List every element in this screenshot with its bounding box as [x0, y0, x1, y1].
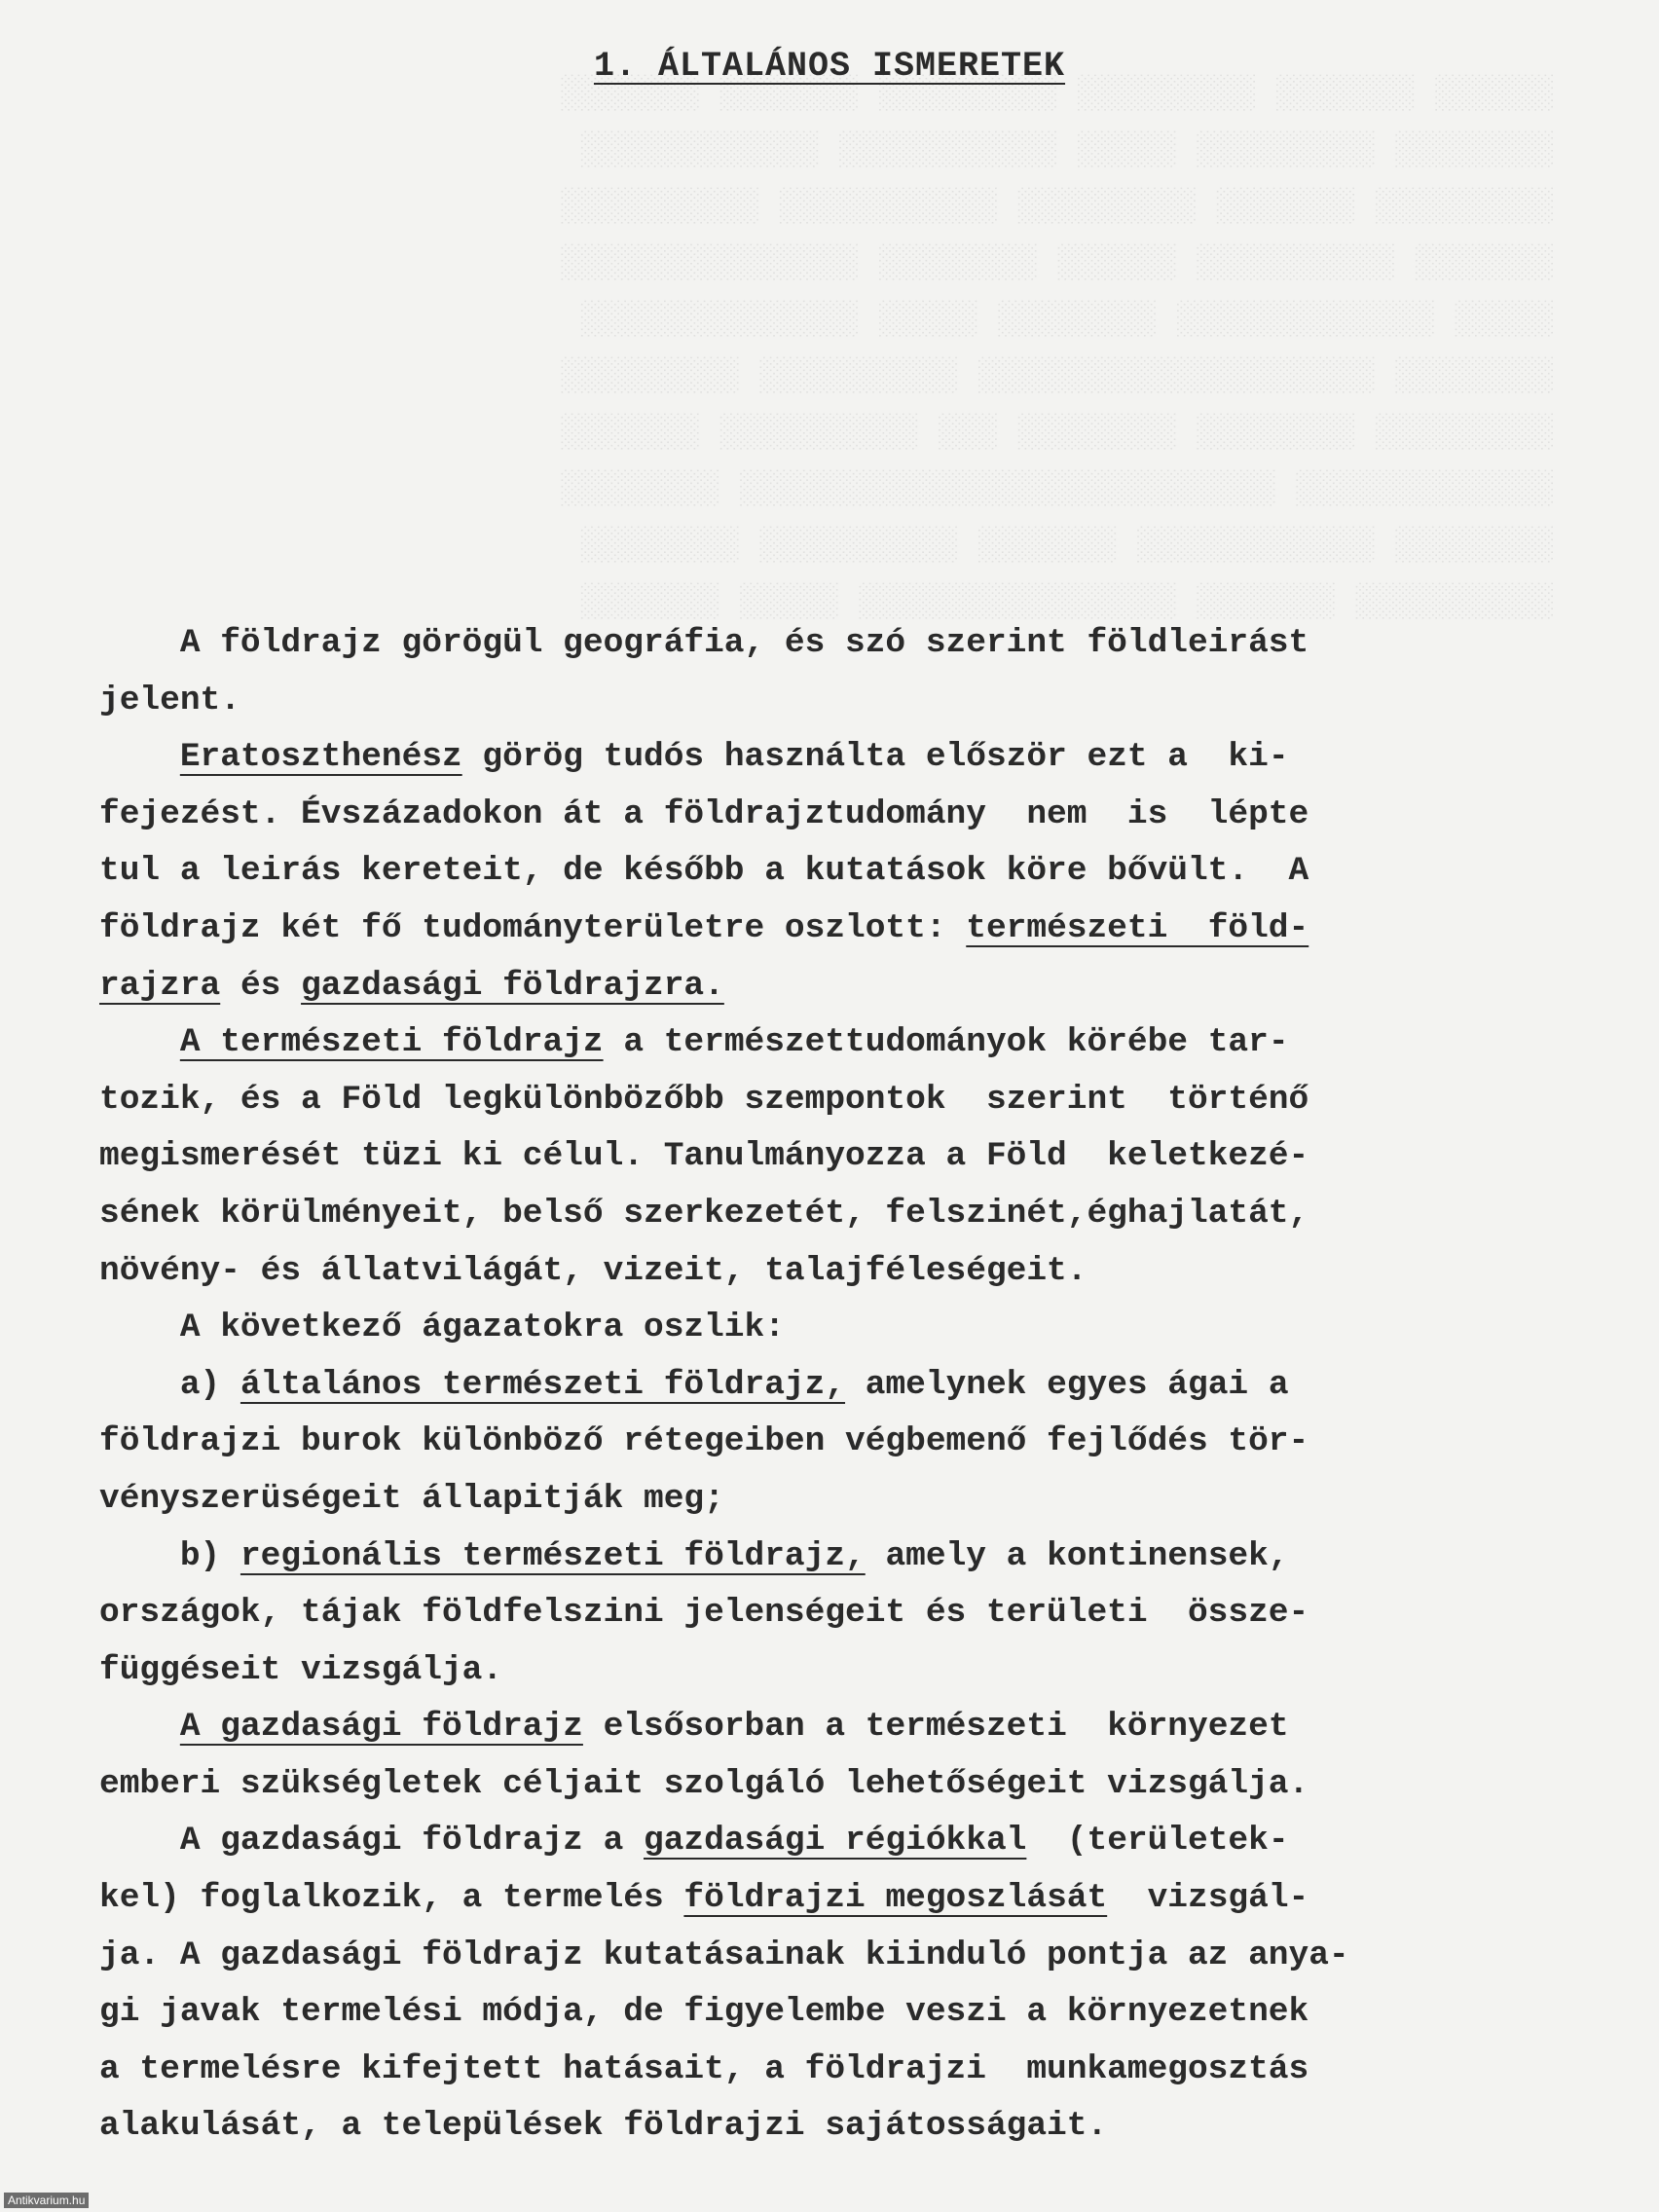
text-segment — [99, 738, 180, 776]
text-segment — [99, 1023, 180, 1061]
text-segment: jelent. — [99, 681, 240, 719]
text-line — [99, 1870, 1482, 1928]
bleed-through-text: ░░░░░░ ░░░░░░░ ░░░░░░░░░ ░░░░░░░░░ ░░░░░░░ ░░░░░░░ ░░░░░░░░ ░░░░░░░░░ ░░░░░ ░░░░░░░░░░░ ░░░░░░░░░░░░ ░░░░░░░░░ ░░░░░░░ ░░░░░░░░░ ░░░░░░░░░░░ ░░░░░░░░░░ ░░░░░░░ ░░░░░░░░░░ ░░░░░░ ░░░░░░░░ ░░░░░░░░░░░░░░░ ░░░░░ ░░░░░░░░░░░░░ ░░░░░░░░ ░░░░░ ░░░░░░░░░░░░░░ ░░░░░░░░ ░░░░░░░░░░░░░░░░░░░░ ░░░░░░░░░░ ░░░░░░░░░ ░░░░░░░░░ ░░░░░░░░ ░░░░░░░░ ░░░ ░░░░░░░░░░ ░░░░░░░ ░░░░░░░░░░░░░ ░░░░░░░░░░░░░░░░░░░░░░░░░░░ ░░░░░░░░ ░░░░░░░░ ░░░░░░░░░░░░ ░░░░░░░ ░░░░░░░░░░ ░░░░░░░░ ░░░░░░░░░░ ░░░░░░░ ░░░░░░░░░░░░░░░░ ░░░░░ ░░░░░░░ — [559, 76, 1553, 621]
watermark: Antikvarium.hu — [4, 2193, 89, 2208]
text-segment: vizsgál- — [1107, 1879, 1309, 1918]
text-line — [99, 1699, 1482, 1756]
text-line — [99, 1243, 1482, 1301]
page-title — [0, 47, 1659, 86]
text-segment: fejezést. Évszázadokon át a földrajztudomány nem is lépte — [99, 794, 1309, 833]
text-segment: gi javak termelési módja, de figyelembe veszi a környezetnek — [99, 1993, 1309, 2032]
text-segment: vényszerüségeit állapitják meg; — [99, 1479, 724, 1518]
underlined-term: földrajzi megoszlását — [683, 1879, 1108, 1918]
text-line — [99, 1984, 1482, 2042]
text-line — [99, 1756, 1482, 1814]
text-line — [99, 1813, 1482, 1870]
text-segment: kel) foglalkozik, a termelés — [99, 1879, 684, 1918]
underlined-term: rajzra — [99, 966, 221, 1005]
text-line — [99, 1642, 1482, 1700]
text-segment: a termelésre kifejtett hatásait, a földrajzi munkamegosztás — [99, 2049, 1309, 2088]
text-line — [99, 1585, 1482, 1642]
text-segment: a természettudományok körébe tar- — [603, 1023, 1289, 1062]
text-segment: országok, tájak földfelszini jelenségeit és területi össze- — [99, 1594, 1309, 1633]
text-line — [99, 843, 1482, 901]
text-segment: amelynek egyes ágai a — [845, 1365, 1289, 1404]
text-line — [99, 1072, 1482, 1129]
text-line — [99, 901, 1482, 958]
text-segment: görög tudós használta először ezt a ki- — [461, 738, 1289, 777]
text-segment: a) — [99, 1365, 240, 1404]
text-segment: és — [220, 966, 302, 1005]
text-segment: függéseit vizsgálja. — [99, 1650, 503, 1689]
text-segment: alakulását, a települések földrajzi sajátosságait. — [99, 2107, 1108, 2146]
underlined-term: gazdasági régiókkal — [644, 1822, 1027, 1861]
text-line — [99, 1471, 1482, 1529]
text-segment: ja. A gazdasági földrajz kutatásainak kiinduló pontja az anya- — [99, 1936, 1349, 1974]
body-text — [99, 615, 1482, 2156]
text-line — [99, 2042, 1482, 2099]
text-segment: megismerését tüzi ki célul. Tanulmányozza a Föld keletkezé- — [99, 1137, 1309, 1176]
text-segment: sének körülményeit, belső szerkezetét, felszinét,éghajlatát, — [99, 1194, 1309, 1233]
text-line — [99, 1928, 1482, 1985]
text-line — [99, 1357, 1482, 1415]
text-line — [99, 1014, 1482, 1072]
text-segment: A gazdasági földrajz a — [99, 1822, 644, 1861]
text-segment: b) — [99, 1536, 240, 1575]
underlined-term: Eratoszthenész — [179, 738, 462, 777]
text-line — [99, 1529, 1482, 1586]
text-line — [99, 1300, 1482, 1357]
text-line — [99, 729, 1482, 787]
text-line — [99, 1414, 1482, 1471]
underlined-term: A természeti földrajz — [179, 1023, 604, 1062]
underlined-term: A gazdasági földrajz — [179, 1708, 583, 1747]
text-segment — [99, 1708, 180, 1746]
text-line — [99, 958, 1482, 1015]
text-line — [99, 673, 1482, 730]
text-segment: A földrajz görögül geográfia, és szó szerint földleirást — [99, 624, 1309, 662]
page-title-text: 1. ÁLTALÁNOS ISMERETEK — [593, 47, 1066, 86]
text-line — [99, 787, 1482, 844]
text-segment: emberi szükségletek céljait szolgáló lehetőségeit vizsgálja. — [99, 1764, 1309, 1803]
underlined-term: regionális természeti földrajz, — [240, 1536, 866, 1575]
text-line — [99, 615, 1482, 673]
text-line — [99, 2098, 1482, 2156]
text-segment: földrajz két fő tudományterületre oszlott: — [99, 908, 967, 947]
text-segment: növény- és állatvilágát, vizeit, talajféleségeit. — [99, 1251, 1088, 1290]
text-line — [99, 1128, 1482, 1186]
underlined-term: természeti föld- — [966, 908, 1309, 947]
underlined-term: általános természeti földrajz, — [240, 1365, 846, 1404]
text-segment: amely a kontinensek, — [865, 1536, 1289, 1575]
text-segment: (területek- — [1026, 1822, 1289, 1861]
text-segment: elsősorban a természeti környezet — [582, 1708, 1289, 1747]
text-segment: tul a leirás kereteit, de később a kutatások köre bővült. A — [99, 852, 1309, 891]
text-segment: tozik, és a Föld legkülönbözőbb szempontok szerint történő — [99, 1080, 1309, 1119]
underlined-term: gazdasági földrajzra. — [301, 966, 724, 1005]
text-segment: földrajzi burok különböző rétegeiben végbemenő fejlődés tör- — [99, 1422, 1309, 1461]
text-segment: A következő ágazatokra oszlik: — [99, 1309, 785, 1347]
text-line — [99, 1186, 1482, 1243]
